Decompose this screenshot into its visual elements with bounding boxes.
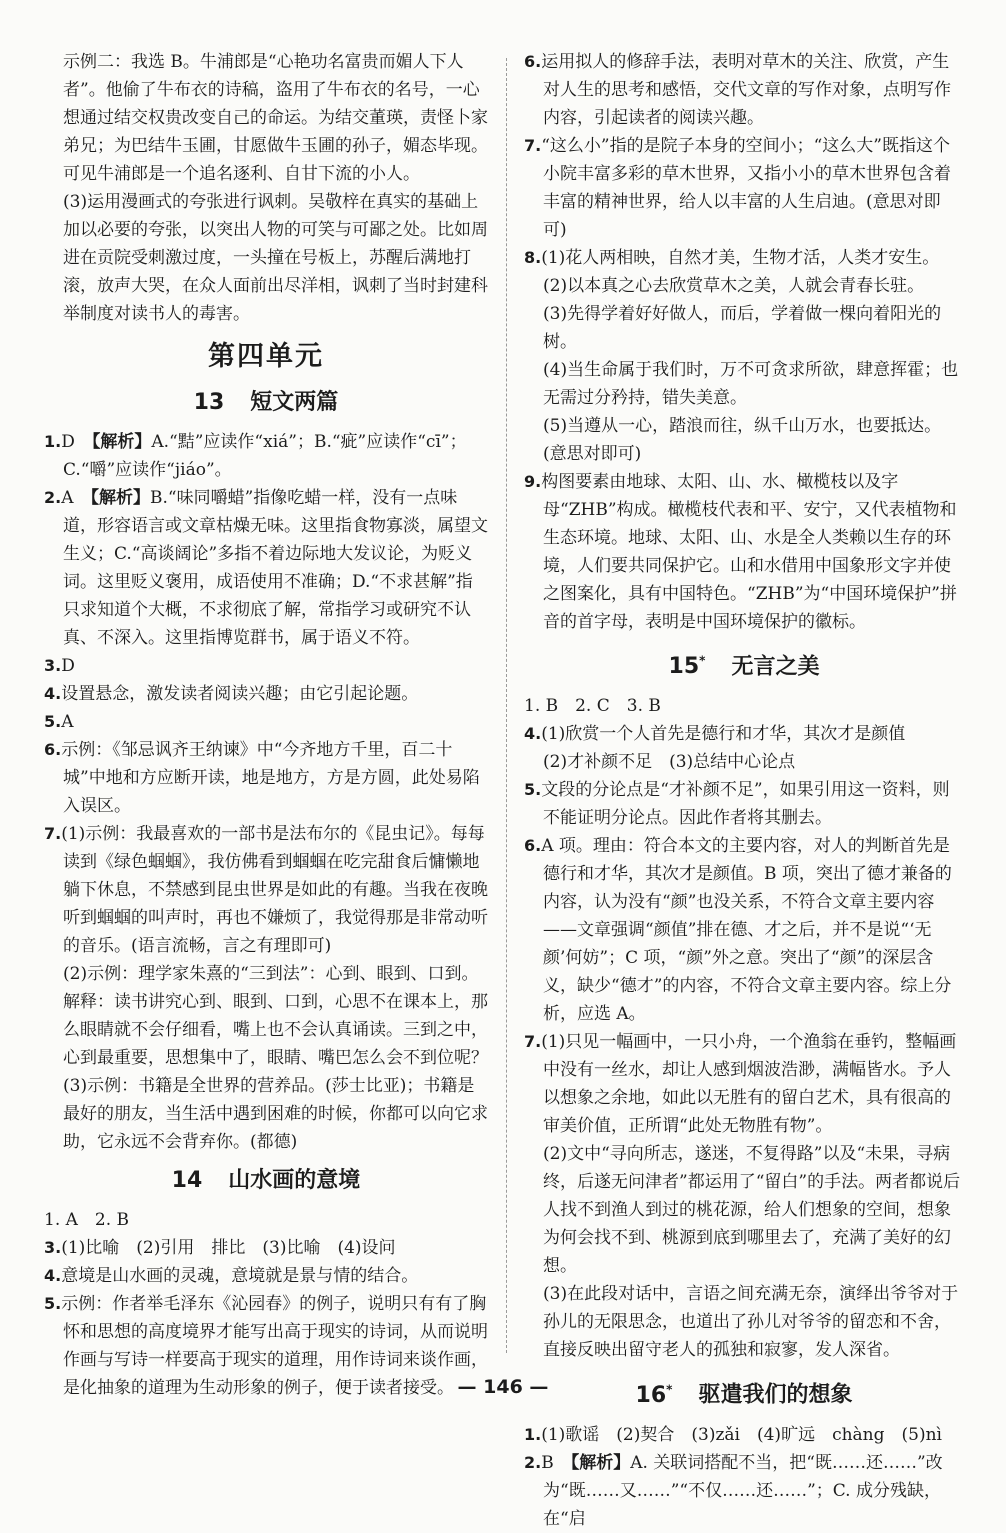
answer-subpart: (3)示例：书籍是全世界的营养品。(莎士比亚)；书籍是最好的朋友，当生活中遇到困难的时候，你都可以向它求助，它永远不会背弃你。(都德) [63, 1076, 488, 1152]
lesson-title: 无言之美 [731, 654, 820, 680]
column-divider [506, 58, 507, 1353]
answer-item: 3.(1)比喻 (2)引用 排比 (3)比喻 (4)设问 [44, 1238, 396, 1258]
answer-item: 1. A 2. B [44, 1210, 130, 1230]
answer-item: 5.A [44, 712, 74, 732]
answer-subpart: (3)先得学着好好做人，而后，学着做一棵向着阳光的树。 [543, 304, 942, 352]
answer-item: 1.D 【解析】A.“黠”应读作“xiá”；B.“疵”应读作“cī”；C.“嚼”应读作“jiáo”。 [44, 432, 467, 480]
answer-item: 6.示例：《邹忌讽齐王纳谏》中“今齐地方千里，百二十城”中地和方应断开读，地是地方，方是方圆，此处易陷入误区。 [44, 740, 480, 816]
answer-item: 1.(1)歌谣 (2)契合 (3)zǎi (4)旷远 chàng (5)nì [524, 1424, 942, 1445]
lesson-title: 山水画的意境 [228, 1168, 361, 1193]
lesson-title: 短文两篇 [250, 390, 339, 415]
answer-subpart: (3)在此段对话中，言语之间充满无奈，演绎出爷爷对于孙儿的无限思念，也道出了孙儿对爷爷的留恋和不舍，直接反映出留守老人的孤独和寂寥，发人深省。 [543, 1284, 959, 1361]
answer-item: 6.A 项。理由：符合本文的主要内容，对人的判断首先是德行和才华，其次才是颜值。B 项，突出了德才兼备的内容，认为没有“颜”也没关系，不符合文章主要内容——文章强调“颜值”排在德、才之后，并不是说“‘无颜’何妨”；C 项，“颜”外之意。突出了“颜”的深层含义，缺少“德才”的内容，不符合文章主要内容。综上分析，应选 A。 [524, 836, 952, 1025]
answer-item: 4.(1)欣赏一个人首先是德行和才华，其次才是颜值 [524, 724, 906, 745]
answer-subpart: (2)示例：理学家朱熹的“三到法”：心到、眼到、口到。解释：读书讲究心到、眼到、口到，心思不在课本上，那么眼睛就不会仔细看，嘴上也不会认真诵读。三到之中，心到最重要，思想集中了，眼睛、嘴巴怎么会不到位呢？ [63, 964, 488, 1068]
continued-paragraph: (3)运用漫画式的夸张进行讽刺。吴敬梓在真实的基础上加以必要的夸张，以突出人物的可笑与可鄙之处。比如周进在贡院受刺激过度，一头撞在号板上，苏醒后满地打滚，放声大哭，在众人面前出尽洋相，讽刺了当时封建科举制度对读书人的毒害。 [63, 192, 488, 324]
lesson-number: 16* [635, 1382, 673, 1408]
answer-item: 5.文段的分论点是“才补颜不足”，如果引用这一资料，则不能证明分论点。因此作者将其删去。 [524, 780, 950, 829]
answer-item: 1. B 2. C 3. B [524, 696, 661, 717]
answer-subpart: (2)才补颜不足 (3)总结中心论点 [543, 752, 796, 773]
unit-title: 第四单元 [208, 341, 324, 372]
page-number: — 146 — [457, 1376, 549, 1398]
continued-paragraph: 示例二：我选 B。牛浦郎是“心艳功名富贵而媚人下人者”。他偷了牛布衣的诗稿，盗用了牛布衣的名号，一心想通过结交权贵改变自己的命运。为结交董瑛，责怪卜家弟兄；为巴结牛玉圃，甘愿做牛玉圃的孙子，媚态毕现。可见牛浦郎是一个追名逐利、自甘下流的小人。 [63, 52, 488, 184]
lesson-13-heading [44, 386, 488, 420]
answer-item: 4.设置悬念，激发读者阅读兴趣；由它引起论题。 [44, 684, 419, 704]
answer-item: 7.“这么小”指的是院子本身的空间小；“这么大”既指这个小院丰富多彩的草木世界，又指小小的草木世界包含着丰富的精神世界，给人以丰富的人生启迪。(意思对即可) [524, 136, 951, 240]
lesson-14-heading [44, 1164, 488, 1198]
right-column [524, 48, 964, 1533]
lesson-title: 驱遣我们的想象 [698, 1382, 853, 1408]
answer-item: 7.(1)示例：我最喜欢的一部书是法布尔的《昆虫记》。每每读到《绿色蝈蝈》，我仿佛看到蝈蝈在吃完甜食后慵懒地躺下休息，不禁感到昆虫世界是如此的有趣。当我在夜晚听到蝈蝈的叫声时，再也不嫌烦了，我觉得那是非常动听的音乐。(语言流畅，言之有理即可) [44, 824, 488, 956]
lesson-number: 15* [668, 654, 706, 680]
answer-item: 8.(1)花人两相映，自然才美，生物才活，人类才安生。 [524, 248, 940, 268]
answer-item: 4.意境是山水画的灵魂，意境就是景与情的结合。 [44, 1266, 419, 1286]
answer-item: 6.运用拟人的修辞手法，表明对草木的关注、欣赏，产生对人生的思考和感悟，交代文章的写作对象，点明写作内容，引起读者的阅读兴趣。 [524, 52, 951, 128]
answer-subpart: (5)当遵从一心，踏浪而往，纵千山万水，也要抵达。(意思对即可) [543, 416, 942, 464]
answer-item: 7.(1)只见一幅画中，一只小舟，一个渔翁在垂钓，整幅画中没有一丝水，却让人感到烟波浩渺，满幅皆水。予人以想象之余地，如此以无胜有的留白艺术，具有很高的审美价值，正所谓“此处无物胜有物”。 [524, 1032, 957, 1137]
answer-subpart: (4)当生命属于我们时，万不可贪求所欲，肆意挥霍；也无需过分矜持，错失美意。 [543, 360, 959, 408]
answer-item: 2.B 【解析】A. 关联词搭配不当，把“既……还……”改为“既……又……”“不仅……还……”；C. 成分残缺，在“启 [524, 1452, 943, 1529]
left-column [44, 48, 488, 1402]
answer-subpart: (2)以本真之心去欣赏草木之美，人就会青春长驻。 [543, 276, 925, 296]
lesson-number: 14 [171, 1168, 203, 1193]
answer-item: 2.A 【解析】B.“味同嚼蜡”指像吃蜡一样，没有一点味道，形容语言或文章枯燥无味。这里指食物寡淡，属望文生义；C.“高谈阔论”多指不着边际地大发议论，为贬义词。这里贬义褒用，成语使用不准确；D.“不求甚解”指只求知道个大概，不求彻底了解，常指学习或研究不认真、不深入。这里指博览群书，属于语义不符。 [44, 488, 488, 648]
answer-subpart: (2)文中“寻向所志，遂迷，不复得路”以及“未果，寻病终，后遂无问津者”都运用了“留白”的手法。两者都说后人找不到渔人到过的桃花源，给人们想象的空间，想象为何会找不到、桃源到底到哪里去了，充满了美好的幻想。 [543, 1144, 961, 1277]
answer-item: 3.D [44, 656, 75, 676]
lesson-15-heading [524, 644, 964, 684]
answer-item: 5.示例：作者举毛泽东《沁园春》的例子，说明只有有了胸怀和思想的高度境界才能写出高于现实的诗词，从而说明作画与写诗一样要高于现实的道理，用作诗词来谈作画，是化抽象的道理为生动形象的例子，便于读者接受。 [44, 1294, 488, 1398]
lesson-number: 13 [193, 390, 225, 415]
answer-item: 9.构图要素由地球、太阳、山、水、橄榄枝以及字母“ZHB”构成。橄榄枝代表和平、安宁，又代表植物和生态环境。地球、太阳、山、水是全人类赖以生存的环境，人们要共同保护它。山和水借用中国象形文字并使之图案化，具有中国特色。“ZHB”为“中国环境保护”拼音的首字母，表明是中国环境保护的徽标。 [524, 472, 957, 632]
